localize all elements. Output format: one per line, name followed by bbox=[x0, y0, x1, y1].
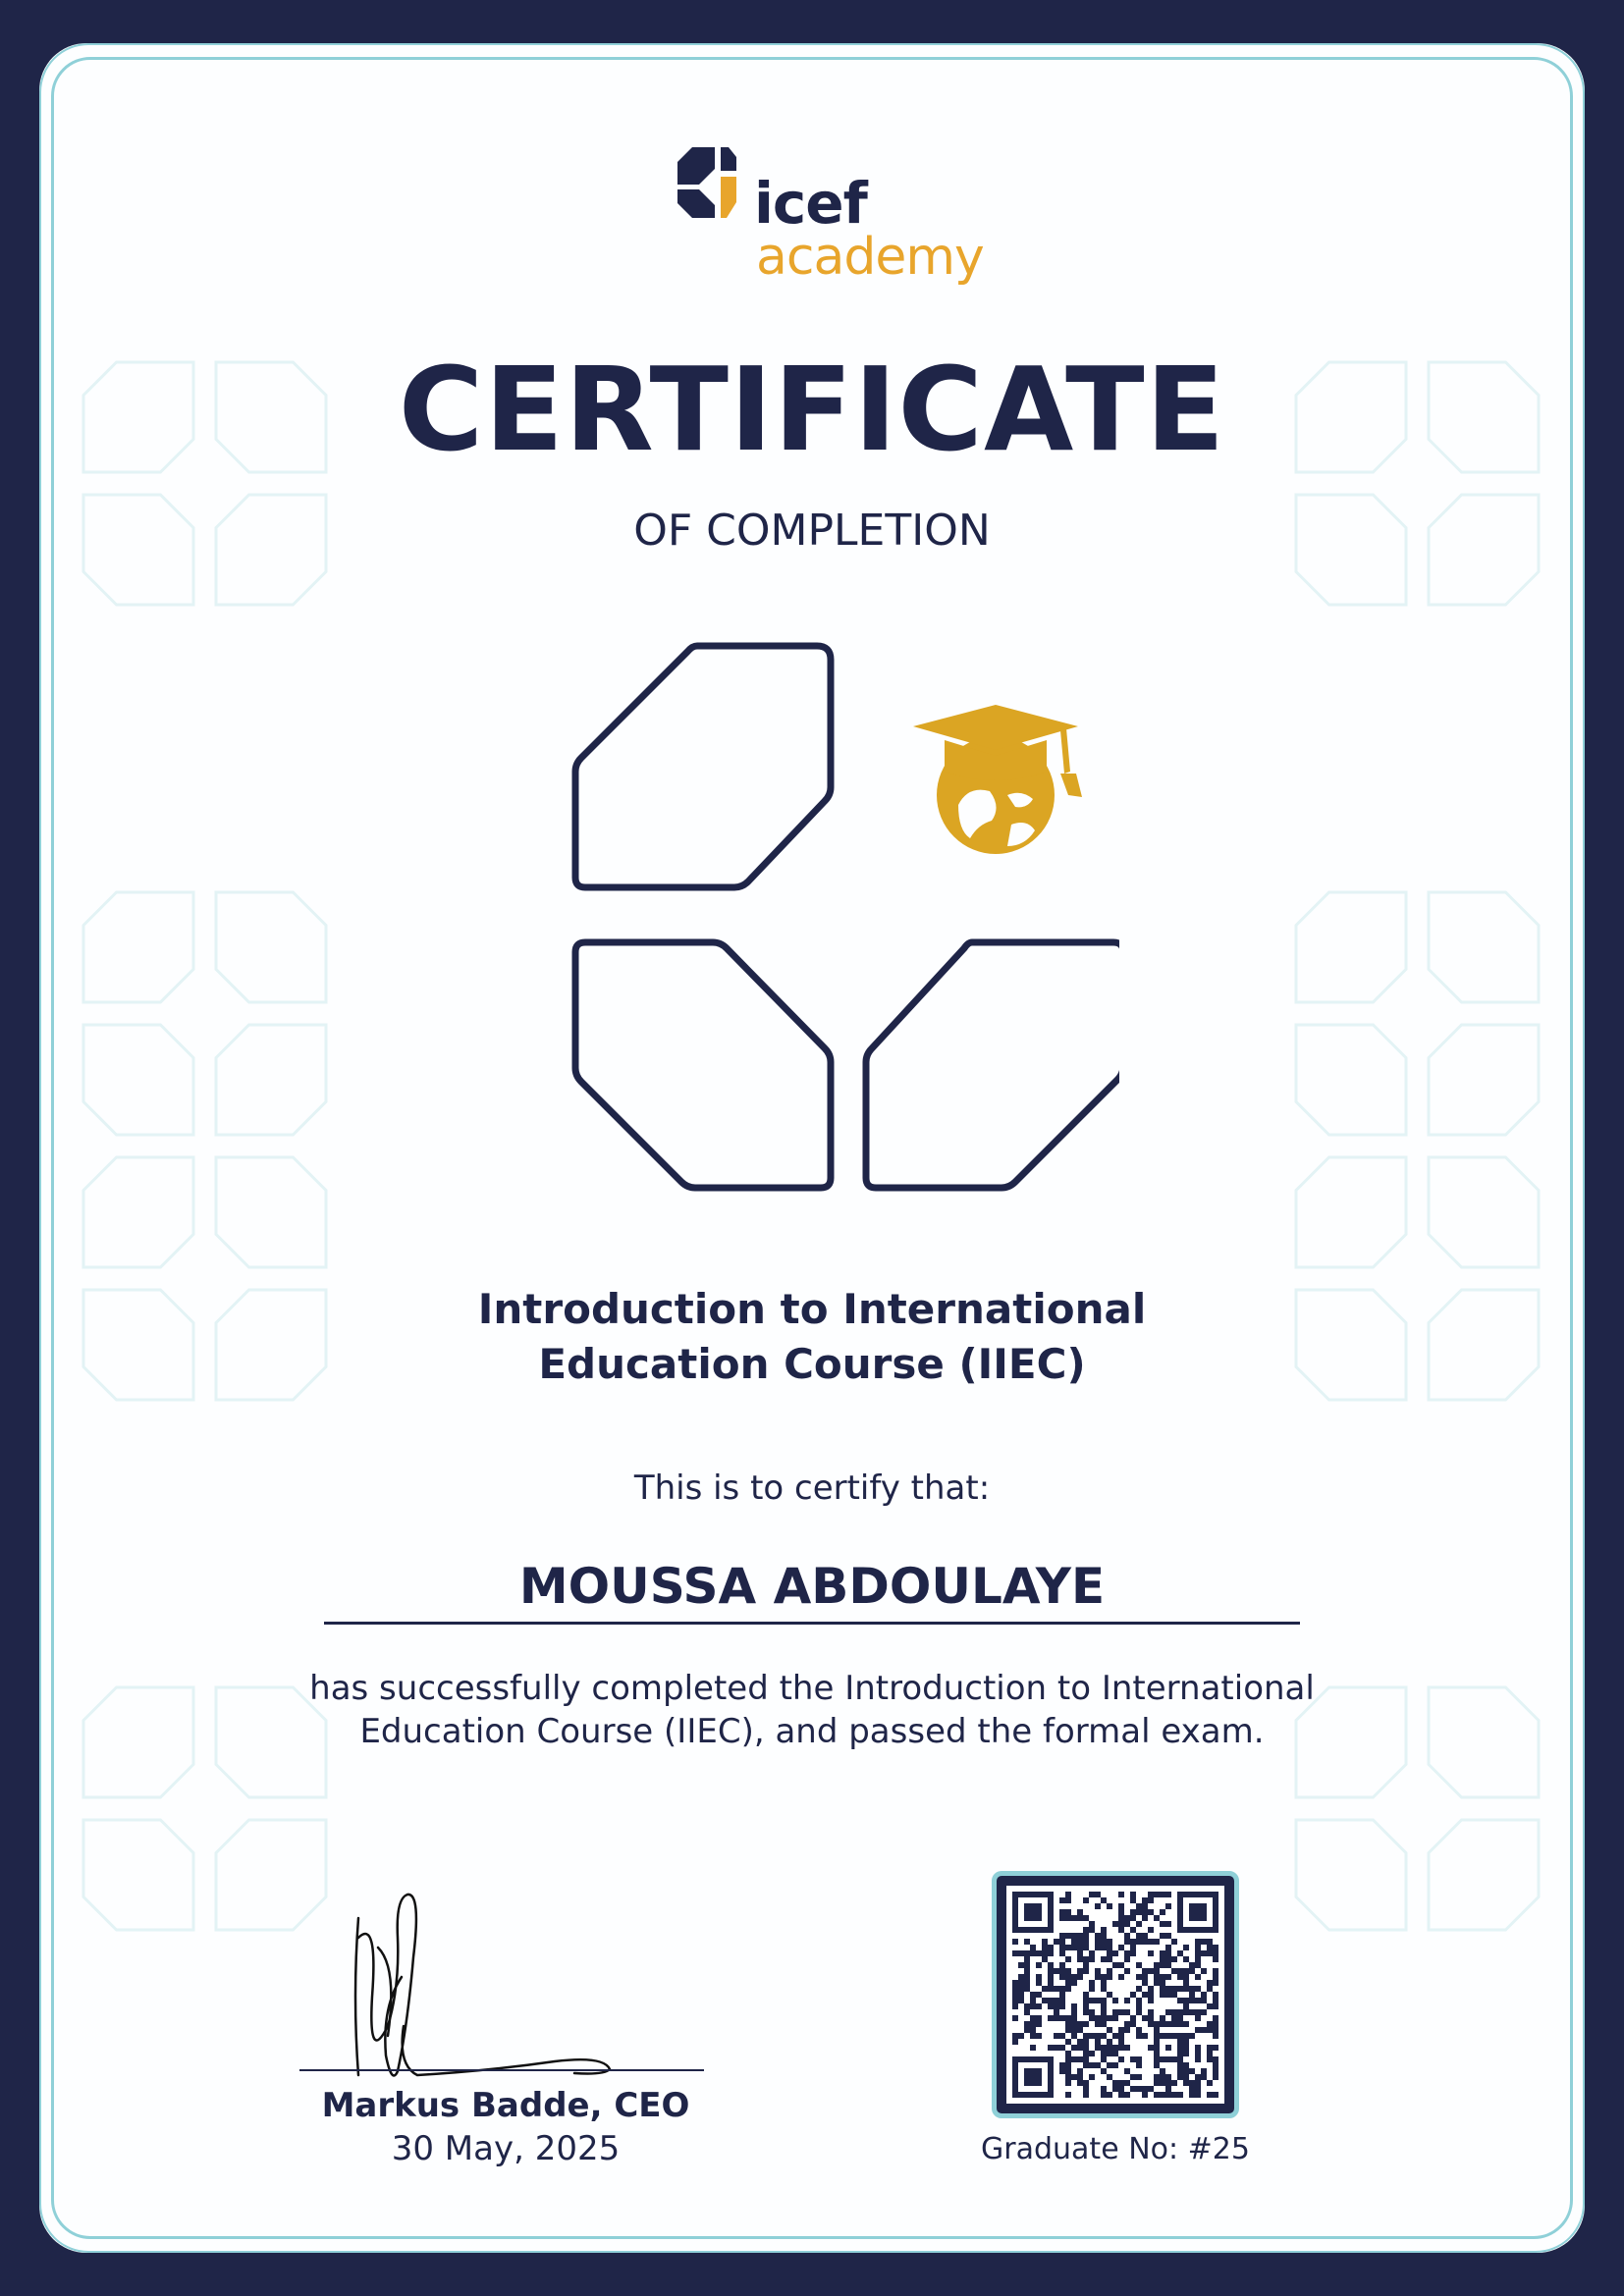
background-motif bbox=[83, 1025, 193, 1135]
recipient-name: MOUSSA ABDOULAYE bbox=[518, 1558, 1106, 1615]
course-name bbox=[321, 1282, 1303, 1392]
background-motif bbox=[1429, 1290, 1539, 1400]
graduate-number: Graduate No: #25 bbox=[981, 2132, 1250, 2166]
background-motif bbox=[216, 1025, 326, 1135]
description-line-1: has successfully completed the Introduction to International bbox=[309, 1669, 1315, 1708]
background-motif bbox=[1429, 1157, 1539, 1267]
background-motif bbox=[216, 1290, 326, 1400]
background-motif bbox=[1296, 1820, 1406, 1930]
background-motif bbox=[1296, 1025, 1406, 1135]
background-motif bbox=[216, 1820, 326, 1930]
qr-code-icon bbox=[1006, 1886, 1224, 2104]
signature-date: 30 May, 2025 bbox=[391, 2129, 621, 2168]
background-motif bbox=[216, 892, 326, 1002]
certificate-title: CERTIFICATE bbox=[398, 342, 1226, 477]
background-motif bbox=[83, 1687, 193, 1797]
signer-name: Markus Badde, CEO bbox=[321, 2086, 690, 2125]
completion-description bbox=[223, 1667, 1401, 1753]
background-motif bbox=[1429, 1025, 1539, 1135]
icef-octagon-emblem-icon bbox=[530, 603, 1119, 1231]
background-motif bbox=[83, 1157, 193, 1267]
background-motif bbox=[83, 892, 193, 1002]
background-motif bbox=[1429, 1820, 1539, 1930]
certificate-subtitle: OF COMPLETION bbox=[633, 506, 991, 556]
certificate-paper bbox=[39, 43, 1585, 2253]
background-motif bbox=[1429, 892, 1539, 1002]
background-motif bbox=[1296, 892, 1406, 1002]
background-motif bbox=[83, 1820, 193, 1930]
description-line-2: Education Course (IIEC), and passed the formal exam. bbox=[359, 1712, 1265, 1751]
graduation-cap-globe-icon bbox=[913, 705, 1082, 854]
background-motif bbox=[83, 1290, 193, 1400]
logo-word-icef: icef bbox=[754, 170, 867, 237]
handwritten-signature bbox=[339, 1879, 633, 2095]
qr-code-frame[interactable] bbox=[992, 1871, 1239, 2118]
course-name-line-2: Education Course (IIEC) bbox=[538, 1340, 1086, 1388]
course-name-line-1: Introduction to International bbox=[477, 1285, 1147, 1333]
background-motif bbox=[216, 1157, 326, 1267]
certify-statement: This is to certify that: bbox=[633, 1468, 991, 1508]
icef-academy-logo bbox=[658, 141, 1011, 287]
logo-word-academy: academy bbox=[756, 228, 984, 287]
name-underline bbox=[324, 1622, 1300, 1625]
background-motif bbox=[1296, 1157, 1406, 1267]
background-motif bbox=[1296, 1290, 1406, 1400]
background-motif bbox=[1429, 1687, 1539, 1797]
signature-line bbox=[299, 2069, 704, 2071]
